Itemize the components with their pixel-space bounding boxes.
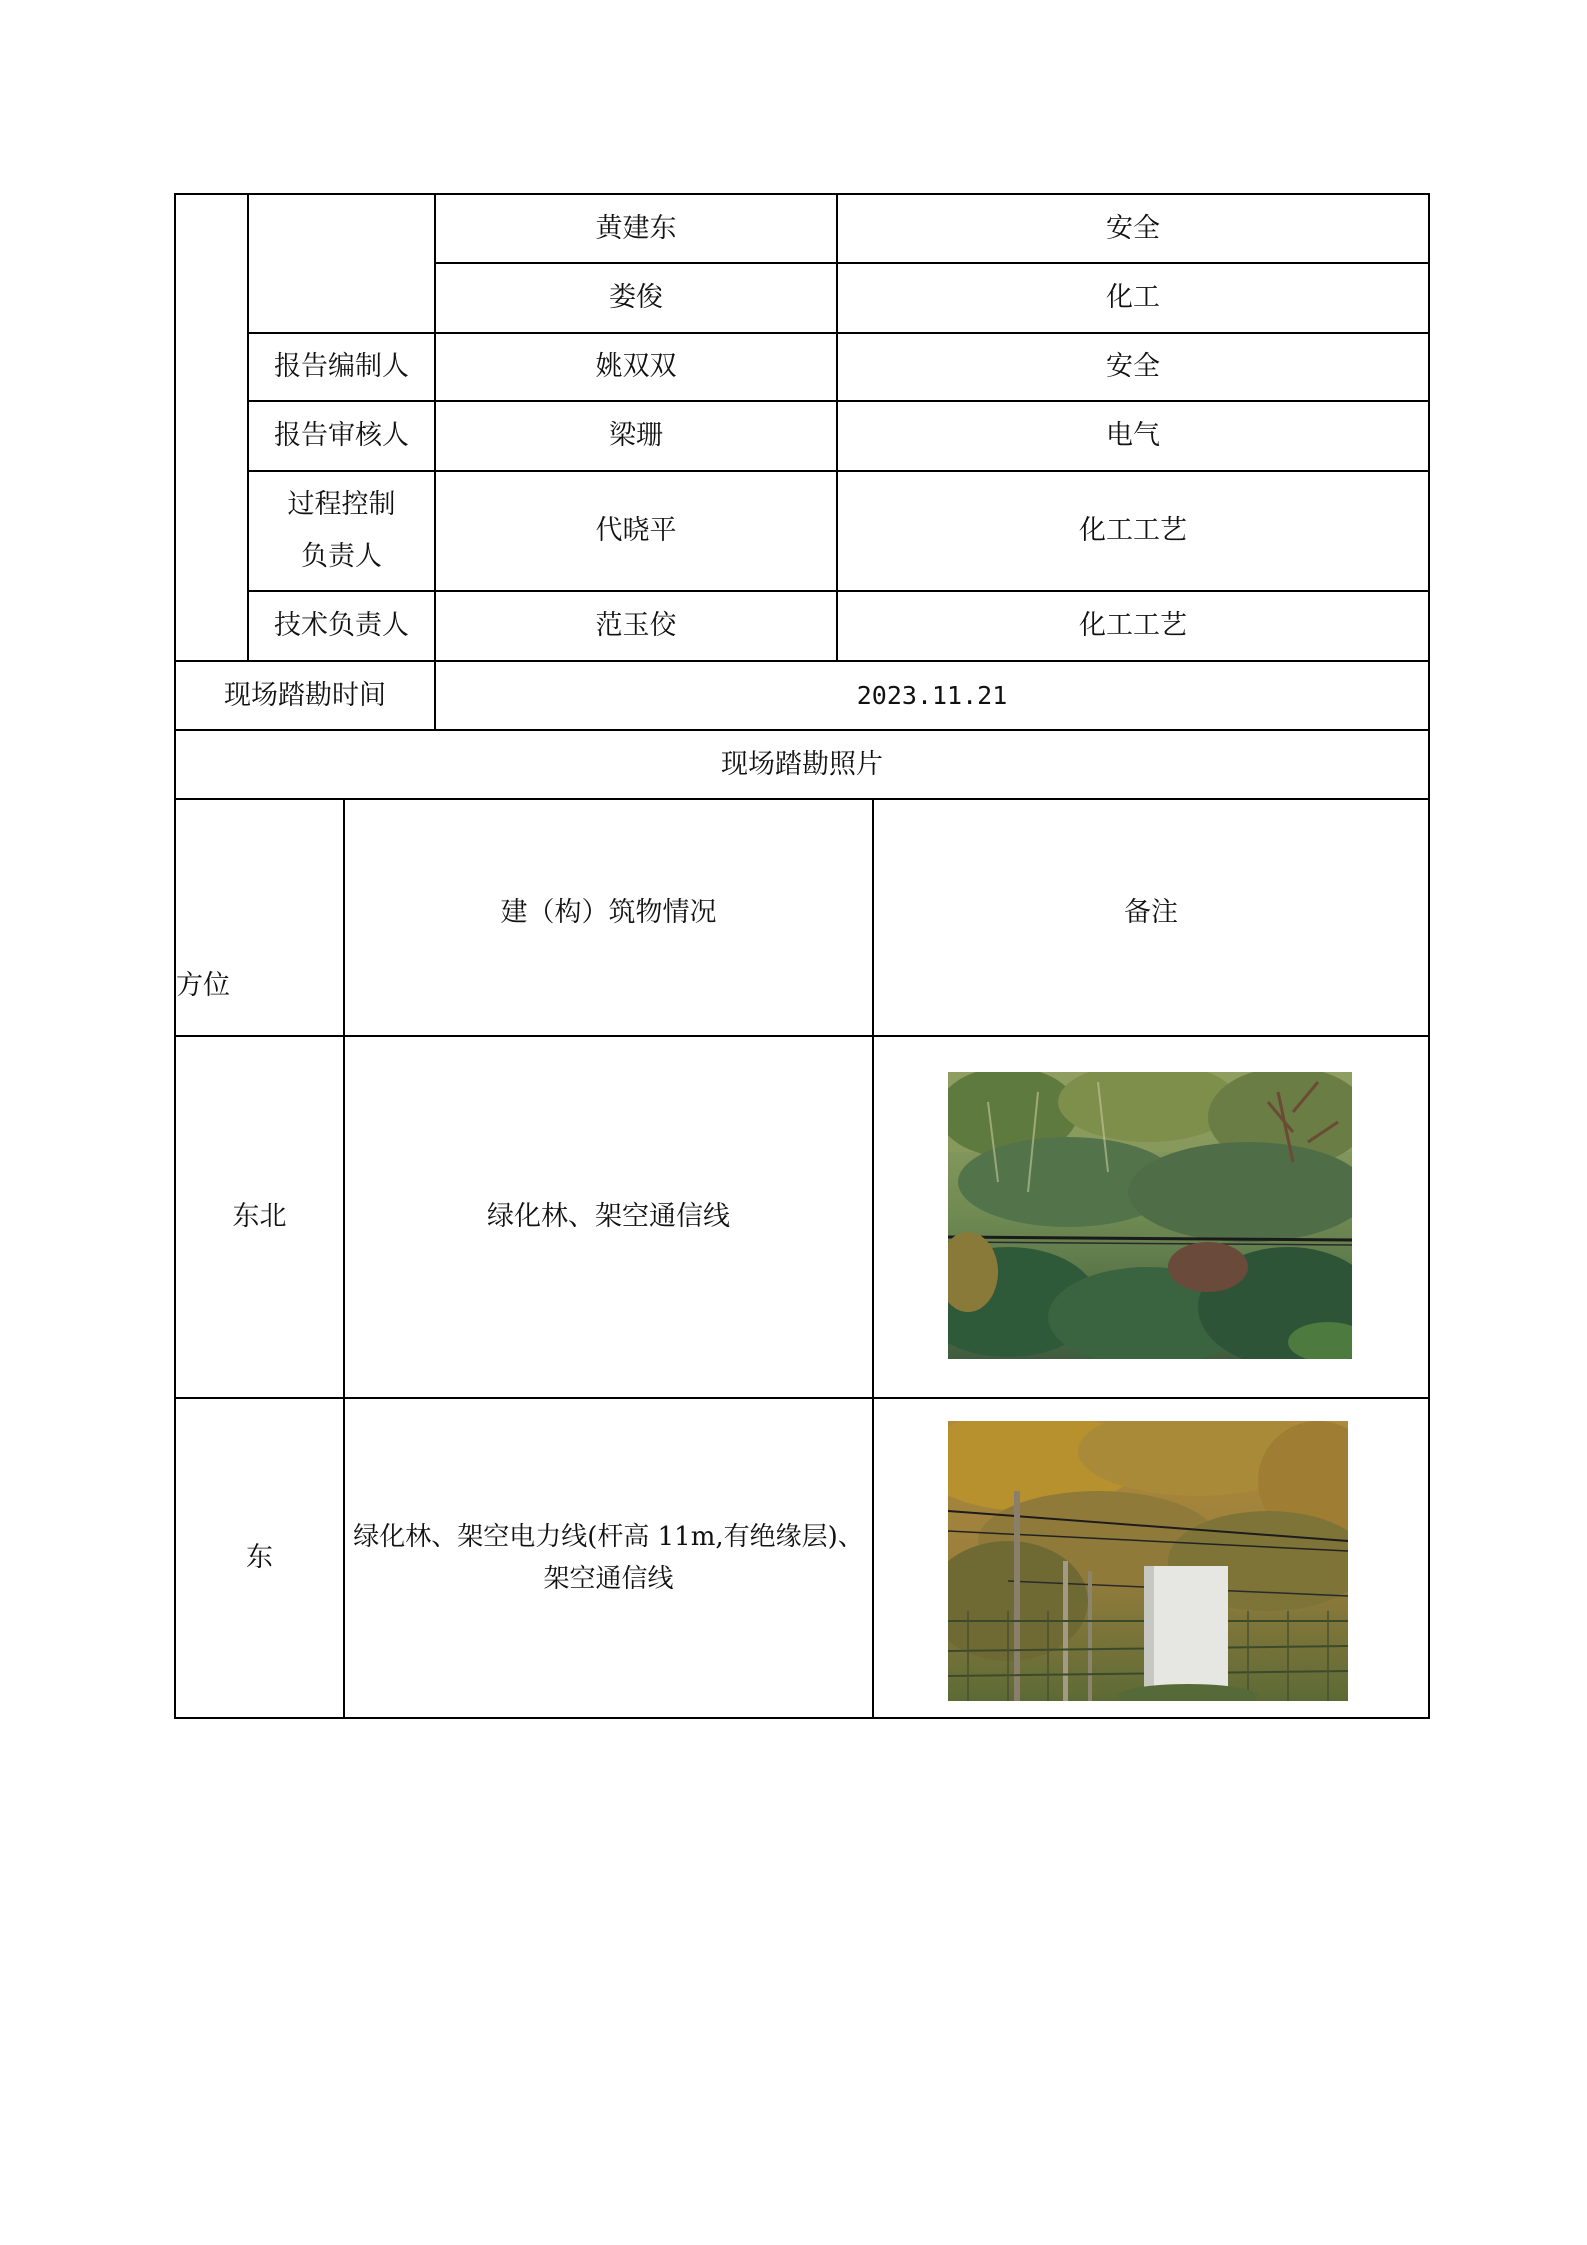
staff-role-5-line1: 过程控制 <box>287 489 396 520</box>
staff-role-3: 报告编制人 <box>274 351 409 382</box>
survey-time-value: 2023.11.21 <box>856 680 1008 710</box>
staff-specialty-1: 安全 <box>1106 212 1160 244</box>
staff-name-4: 梁珊 <box>609 420 663 451</box>
photos-section-title: 现场踏勘照片 <box>721 748 883 780</box>
survey-time-label: 现场踏勘时间 <box>224 679 386 711</box>
row-1-buildings: 绿化林、架空通信线 <box>487 1201 730 1232</box>
header-remarks: 备注 <box>1124 896 1178 928</box>
staff-name-6: 范玉佼 <box>595 610 677 641</box>
row-1-direction: 东北 <box>232 1201 287 1232</box>
header-direction: 方位 <box>176 970 230 1001</box>
northeast-site-photo <box>948 1072 1352 1359</box>
staff-specialty-3: 安全 <box>1106 351 1160 382</box>
row-2-buildings-line1: 绿化林、架空电力线(杆高 11m,有绝缘层)、 <box>353 1522 864 1552</box>
row-2-buildings <box>345 1399 872 1717</box>
east-site-photo <box>948 1421 1348 1701</box>
staff-name-3: 姚双双 <box>595 351 677 382</box>
staff-specialty-6: 化工工艺 <box>1079 610 1187 641</box>
staff-specialty-4: 电气 <box>1106 420 1160 451</box>
staff-role-5 <box>249 472 434 590</box>
staff-specialty-5: 化工工艺 <box>1079 515 1187 546</box>
staff-name-5: 代晓平 <box>595 515 677 546</box>
staff-name-2: 娄俊 <box>609 282 663 313</box>
staff-name-1: 黄建东 <box>595 212 677 244</box>
staff-role-4: 报告审核人 <box>274 420 409 451</box>
staff-role-5-line2: 负责人 <box>301 541 382 572</box>
row-2-direction: 东 <box>246 1542 273 1573</box>
staff-specialty-2: 化工 <box>1106 282 1160 313</box>
staff-role-6: 技术负责人 <box>274 610 409 641</box>
header-buildings: 建（构）筑物情况 <box>500 896 717 928</box>
row-2-buildings-line2: 架空通信线 <box>543 1564 674 1594</box>
